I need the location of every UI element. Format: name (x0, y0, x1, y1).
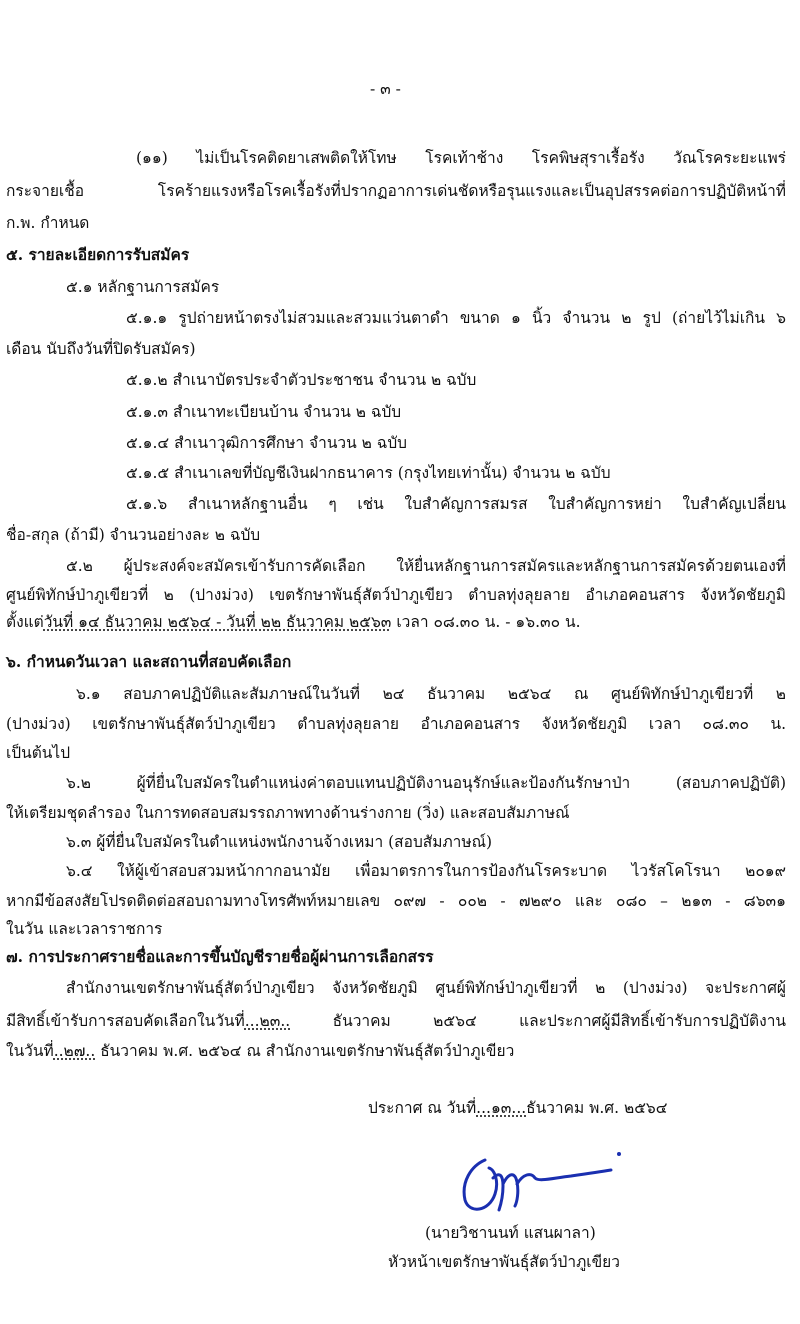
section-5-2-line-3 (6, 611, 581, 633)
section-7-line-3: ในวันที่..๒๗.. ธันวาคม พ.ศ. ๒๕๖๔ ณ สำนักงานเขตรักษาพันธุ์สัตว์ป่าภูเขียว (6, 1042, 515, 1060)
section-5-1-2: ๕.๑.๒ สำเนาบัตรประจำตัวประชาชน จำนวน ๒ ฉบับ (126, 371, 477, 389)
section-5-1-3: ๕.๑.๓ สำเนาทะเบียนบ้าน จำนวน ๒ ฉบับ (126, 403, 402, 421)
section-6-1-line-1: ๖.๑ สอบภาคปฏิบัติและสัมภาษณ์ในวันที่ ๒๔ ธันวาคม ๒๕๖๔ ณ ศูนย์พิทักษ์ป่าภูเขียวที่ ๒ (76, 685, 786, 703)
section-6-3: ๖.๓ ผู้ที่ยื่นใบสมัครในตำแหน่งพนักงานจ้างเหมา (สอบสัมภาษณ์) (66, 833, 493, 851)
application-hours: เวลา ๐๘.๓๐ น. - ๑๖.๓๐ น. (391, 613, 581, 631)
section-5-1-4: ๕.๑.๔ สำเนาวุฒิการศึกษา จำนวน ๒ ฉบับ (126, 434, 408, 452)
section-5-1-6-line-2: ชื่อ-สกุล (ถ้ามี) จำนวนอย่างละ ๒ ฉบับ (6, 526, 261, 544)
page-number: - ๓ - (370, 80, 401, 98)
section-5-heading: ๕. รายละเอียดการรับสมัคร (6, 245, 190, 264)
signer-position: หัวหน้าเขตรักษาพันธุ์สัตว์ป่าภูเขียว (388, 1253, 620, 1271)
section-5-1-6-line-1: ๕.๑.๖ สำเนาหลักฐานอื่น ๆ เช่น ใบสำคัญการสมรส ใบสำคัญการหย่า ใบสำคัญเปลี่ยน (126, 495, 786, 513)
section-5-1-1-line-2: เดือน นับถึงวันที่ปิดรับสมัคร) (6, 340, 196, 358)
section-6-1-line-2: (ปางม่วง) เขตรักษาพันธุ์สัตว์ป่าภูเขียว ตำบลทุ่งลุยลาย อำเภอคอนสาร จังหวัดชัยภูมิ เวลา ๐๘.๓๐ น. (6, 715, 786, 733)
item-11-line-2: กระจายเชื้อ โรคร้ายแรงหรือโรคเรื้อรังที่ปรากฏอาการเด่นชัดหรือรุนแรงและเป็นอุปสรรคต่อการปฏิบัติหน้าที่ (6, 182, 786, 200)
section-5-1-5: ๕.๑.๕ สำเนาเลขที่บัญชีเงินฝากธนาคาร (กรุงไทยเท่านั้น) จำนวน ๒ ฉบับ (126, 464, 611, 482)
announcement-day: ...๑๓... (476, 1099, 527, 1117)
work-start-date: ..๒๗.. (53, 1042, 96, 1060)
item-11-line-3: ก.พ. กำหนด (6, 214, 90, 232)
section-6-4-line-3: ในวัน และเวลาราชการ (6, 920, 163, 938)
section-5-1-1-line-1: ๕.๑.๑ รูปถ่ายหน้าตรงไม่สวมและสวมแว่นตาดำ ขนาด ๑ นิ้ว จำนวน ๒ รูป (ถ่ายไว้ไม่เกิน ๖ (126, 309, 786, 327)
section-6-heading: ๖. กำหนดวันเวลา และสถานที่สอบคัดเลือก (6, 652, 292, 671)
period-prefix: ตั้งแต่ (6, 613, 44, 631)
application-period: วันที่ ๑๔ ธันวาคม ๒๕๖๔ - วันที่ ๒๒ ธันวาคม ๒๕๖๓ (43, 613, 392, 631)
item-11-line-1: (๑๑) ไม่เป็นโรคติดยาเสพติดให้โทษ โรคเท้าช้าง โรคพิษสุราเรื้อรัง วัณโรคระยะแพร่ (136, 149, 786, 167)
section-7-heading: ๗. การประกาศรายชื่อและการขึ้นบัญชีรายชื่อผู้ผ่านการเลือกสรร (6, 947, 434, 966)
section-6-2-line-2: ให้เตรียมชุดลำรอง ในการทดสอบสมรรถภาพทางด้านร่างกาย (วิ่ง) และสอบสัมภาษณ์ (6, 804, 570, 822)
section-6-4-line-2: หากมีข้อสงสัยโปรดติดต่อสอบถามทางโทรศัพท์หมายเลข ๐๙๗ - ๐๐๒ - ๗๒๙๐ และ ๐๘๐ – ๒๑๓ - ๘๖๓๑ (6, 892, 786, 910)
section-7-line-2: มีสิทธิ์เข้ารับการสอบคัดเลือกในวันที่...๒๓.. ธันวาคม ๒๕๖๔ และประกาศผู้มีสิทธิ์เข้ารับการปฏิบัติงาน (6, 1012, 786, 1030)
announcement-date: ประกาศ ณ วันที่...๑๓...ธันวาคม พ.ศ. ๒๕๖๔ (368, 1099, 668, 1117)
section-5-1: ๕.๑ หลักฐานการสมัคร (66, 278, 220, 296)
handwritten-signature (455, 1148, 625, 1220)
section-5-2-line-1: ๕.๒ ผู้ประสงค์จะสมัครเข้ารับการคัดเลือก ให้ยื่นหลักฐานการสมัครและหลักฐานการสมัครด้วยตนเองที่ (66, 557, 786, 575)
signer-name: (นายวิชานนท์ แสนผาลา) (425, 1224, 596, 1242)
candidate-announce-date: ...๒๓.. (244, 1012, 291, 1030)
section-6-1-line-3: เป็นต้นไป (6, 744, 71, 762)
section-6-2-line-1: ๖.๒ ผู้ที่ยื่นใบสมัครในตำแหน่งค่าตอบแทนปฏิบัติงานอนุรักษ์และป้องกันรักษาป่า (สอบภาคปฏิบัติ) (66, 774, 786, 792)
section-6-4-line-1: ๖.๔ ให้ผู้เข้าสอบสวมหน้ากากอนามัย เพื่อมาตรการในการป้องกันโรคระบาด ไวรัสโคโรนา ๒๐๑๙ (66, 862, 786, 880)
section-5-2-line-2: ศูนย์พิทักษ์ป่าภูเขียวที่ ๒ (ปางม่วง) เขตรักษาพันธุ์สัตว์ป่าภูเขียว ตำบลทุ่งลุยลาย อำเภอคอนสาร จังหวัดชัยภูมิ (6, 586, 786, 604)
section-7-line-1: สำนักงานเขตรักษาพันธุ์สัตว์ป่าภูเขียว จังหวัดชัยภูมิ ศูนย์พิทักษ์ป่าภูเขียวที่ ๒ (ปางม่วง) จะประกาศผู้ (66, 979, 786, 997)
